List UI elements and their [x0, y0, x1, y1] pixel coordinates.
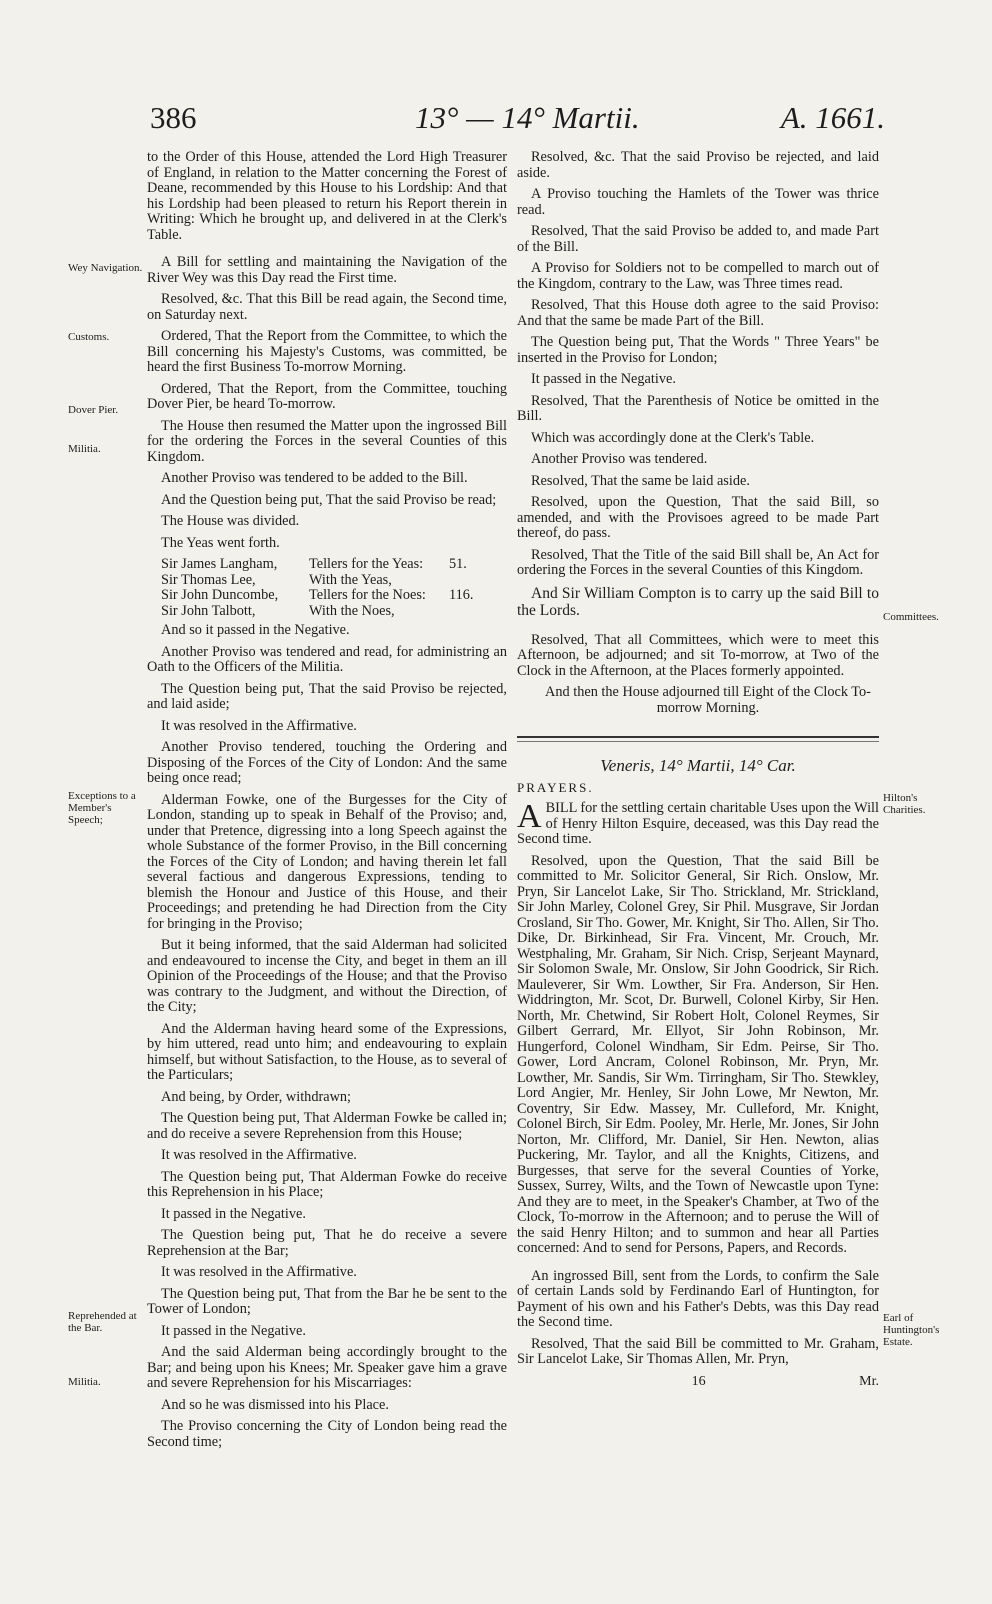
tellers-row — [161, 604, 507, 620]
paragraph-text: BILL for the settling certain charitable Uses upon the Will of Henry Hilton Esquire, deceased, was this Day read the Second time. — [517, 800, 879, 847]
page-number: 386 — [150, 100, 197, 135]
paragraph: Another Proviso tendered, touching the Ordering and Disposing of the Forces of the City of London: And the same being once read; — [147, 739, 507, 786]
paragraph: And Sir William Compton is to carry up the said Bill to the Lords. — [517, 584, 879, 619]
margin-note-dover: Dover Pier. — [68, 404, 119, 416]
right-column — [517, 150, 879, 1389]
paragraph — [517, 798, 879, 848]
division-count — [449, 573, 489, 589]
margin-note-huntingdon: Earl of Huntington's Estate. — [883, 1312, 940, 1348]
teller-name: Sir John Talbott, — [161, 602, 256, 619]
paragraph: The House then resumed the Matter upon the ingrossed Bill for the ordering the Forces in the several Counties of this Kingdom. — [147, 417, 507, 465]
margin-note-wey: Wey Navigation. — [68, 262, 143, 274]
page-header — [150, 100, 885, 146]
tellers-row — [161, 557, 507, 573]
paragraph: And being, by Order, withdrawn; — [161, 1088, 352, 1105]
section-divider — [517, 736, 879, 742]
paragraph: Resolved, upon the Question, That the said Bill be committed to Mr. Solicitor General, Sir Rich. Onslow, Mr. Pryn, Sir Lancelot Lake, Sir Tho. Strickland, Mr. Strickland, Sir John Marley, Colonel Grey, Sir Phil. Musgrave, Sir Jordan Crosland, Sir Tho. Gower, Mr. Knight, Sir Tho. Allen, Sir Tho. Dike, Dr. Birkinhead, Sir Fra. Vincent, Mr. Crouch, Mr. Westphaling, Mr. Graham, Sir Nich. Crisp, Serjeant Maynard, Sir Solomon Swale, Mr. Onslow, Sir John Goodrick, Sir Rich. Mauleverer, Sir Wm. Lowther, Sir Fra. Anderson, Sir Hen. Widdrington, Mr. Scot, Dr. Burwell, Colonel Kirby, Sir Hen. North, Mr. Chetwind, Sir Robert Holt, Colonel Reymes, Sir Gilbert Gerrard, Mr. Ellyot, Sir John Robinson, Mr. Hungerford, Colonel Windham, Sir Edm. Peirse, Sir Tho. Gower, Lord Ancram, Colonel Robinson, Mr. Pryn, Mr. Lowther, Mr. Sandis, Sir Wm. Tirringham, Sir Tho. Stewkley, Lord Angier, Mr. Henley, Sir John Lowe, Mr Newton, Mr. Coventry, Sir Edw. Massey, Mr. Culleford, Mr. Knight, Colonel Birch, Sir Edm. Pooley, Mr. Herle, Mr. Jones, Sir John Norton, Mr. Clifford, Mr. Daniel, Sir Hen. Newton, alias Puckering, Mr. Taylor, and all the Knights, Citizens, and Burgesses, that serve for the several Counties of Yorke, Sussex, Surrey, Wilts, and the Town of Newcastle upon Tyne: And they are to meet, in the Speaker's Chamber, at Two of the Clock, To-morrow in the Afternoon; and to peruse the Will of the said Henry Hilton; and to summon and hear all Parties concerned: And to send for Persons, Papers, and Records. — [517, 852, 879, 1256]
paragraph: Which was accordingly done at the Clerk's Table. — [531, 429, 815, 446]
paragraph: Resolved, &c. That the said Proviso be rejected, and laid aside. — [517, 149, 879, 181]
tellers-row — [161, 573, 507, 589]
paragraph: A Proviso for Soldiers not to be compelled to march out of the Kingdom, contrary to the Law, was Three times read. — [517, 260, 879, 292]
teller-name: Sir James Langham, — [161, 556, 278, 572]
paragraph: It was resolved in the Affirmative. — [161, 1147, 357, 1163]
paragraph: Resolved, That the same be laid aside. — [531, 472, 750, 489]
margin-note-militia-2: Militia. — [68, 1376, 101, 1388]
day-title: Veneris, 14° Martii, 14° Car. — [600, 756, 796, 775]
teller-role: With the Yeas, — [309, 571, 392, 588]
paragraph: It passed in the Negative. — [531, 371, 676, 387]
paragraph: Ordered, That the Report from the Committee, to which the Bill concerning his Majesty's Customs, was committed, be heard the first Business To-morrow Morning. — [147, 328, 507, 375]
paragraph: It was resolved in the Affirmative. — [161, 717, 357, 734]
paragraph: It was resolved in the Affirmative. — [161, 1264, 357, 1280]
division-count — [449, 604, 489, 620]
margin-note-committees: Committees. — [883, 611, 939, 623]
paragraph: The House was divided. — [161, 513, 300, 529]
paragraph: And so he was dismissed into his Place. — [161, 1396, 389, 1413]
drop-cap: A — [517, 798, 542, 835]
paragraph: Resolved, That the said Bill be committed to Mr. Graham, Sir Lancelot Lake, Sir Thomas Allen, Mr. Pryn, — [517, 1335, 879, 1367]
paragraph: Resolved, That the said Proviso be added to, and made Part of the Bill. — [517, 223, 879, 255]
running-date: 13° — 14° Martii. — [415, 100, 640, 135]
catchword: Mr. — [859, 1373, 879, 1389]
paragraph: And the Alderman having heard some of the Expressions, by him uttered, read unto him; and endeavouring to explain himself, but without Satisfaction, to the House, as to several of the Particulars; — [147, 1020, 507, 1083]
tellers-table — [161, 557, 507, 619]
paragraph: Resolved, &c. That this Bill be read again, the Second time, on Saturday next. — [147, 291, 507, 323]
paragraph: The Yeas went forth. — [161, 534, 280, 551]
teller-name: Sir Thomas Lee, — [161, 571, 256, 588]
paragraph: The Question being put, That from the Bar he be sent to the Tower of London; — [147, 1285, 507, 1317]
paragraph: Resolved, That the Title of the said Bill shall be, An Act for ordering the Forces in the several Counties of this Kingdom. — [517, 546, 879, 578]
teller-role: Tellers for the Yeas: — [309, 556, 424, 572]
paragraph: And so it passed in the Negative. — [161, 622, 350, 638]
adjournment-note: And then the House adjourned till Eight of the Clock To-morrow Morning. — [545, 684, 871, 716]
tellers-row — [161, 588, 507, 604]
signature-mark: 16 — [691, 1373, 706, 1389]
paragraph: Another Proviso was tendered and read, for administring an Oath to the Officers of the Militia. — [147, 643, 507, 675]
left-column — [147, 150, 507, 1456]
paragraph: A Bill for settling and maintaining the Navigation of the River Wey was this Day read the First time. — [147, 254, 507, 286]
prayers-heading: PRAYERS. — [517, 779, 594, 795]
paragraph: The Question being put, That Alderman Fowke do receive this Reprehension in his Place; — [147, 1168, 507, 1200]
margin-note-hilton: Hilton's Charities. — [883, 792, 926, 816]
paragraph: And the said Alderman being accordingly brought to the Bar; and being upon his Knees; Mr. Speaker gave him a grave and severe Reprehension for his Miscarriages: — [147, 1344, 507, 1391]
margin-note-customs: Customs. — [68, 331, 110, 343]
paragraph: And the Question being put, That the said Proviso be read; — [161, 491, 497, 508]
paragraph: Another Proviso was tendered. — [531, 451, 708, 467]
teller-role: With the Noes, — [309, 602, 395, 619]
paragraph: to the Order of this House, attended the Lord High Treasurer of England, in relation to the Matter concerning the Forest of Deane, recommended by this House to his Lordship: And that his Lordship had been pleased to return his Report therein in Writing: Which he brought up, and delivered in at the Clerk's Table. — [147, 149, 507, 243]
paragraph: It passed in the Negative. — [161, 1322, 306, 1339]
page-footer — [517, 1374, 879, 1390]
paragraph: Alderman Fowke, one of the Burgesses for the City of London, standing up to speak in Behalf of the Proviso; and, under that Pretence, digressing into a long Speech against the whole Substance of the former Proviso, in the Bill concerning the Forces of the City of London; and having therein let fall several factious and dangerous Expressions, tending to blemish the Honour and Justice of this House, and their Proceedings; and pretending he had Direction from the City for bringing in the Proviso; — [147, 791, 507, 932]
division-count: 51. — [449, 556, 467, 572]
paragraph: The Question being put, That the said Proviso be rejected, and laid aside; — [147, 680, 507, 712]
paragraph: Resolved, That the Parenthesis of Notice be omitted in the Bill. — [517, 392, 879, 424]
margin-note-exceptions: Exceptions to a Member's Speech; — [68, 790, 136, 826]
paragraph: But it being informed, that the said Alderman had solicited and endeavoured to incense the City, and beget in them an ill Opinion of the Proceedings of the House; and that the Proviso was contrary to the Judgment, and without the Direction, of the City; — [147, 937, 507, 1015]
paragraph: Resolved, That all Committees, which were to meet this Afternoon, be adjourned; and sit To-morrow, at Two of the Clock in the Afternoon, at the Places formerly appointed. — [517, 631, 879, 679]
teller-name: Sir John Duncombe, — [161, 587, 279, 603]
paragraph: Another Proviso was tendered to be added to the Bill. — [161, 470, 468, 486]
paragraph: An ingrossed Bill, sent from the Lords, to confirm the Sale of certain Lands sold by Ferdinando Earl of Huntington, for Payment of his own and his Father's Debts, was this Day read the Second time. — [517, 1267, 879, 1330]
paragraph: The Question being put, That he do receive a severe Reprehension at the Bar; — [147, 1227, 507, 1259]
margin-note-reprehended: Reprehended at the Bar. — [68, 1310, 137, 1334]
paragraph: It passed in the Negative. — [161, 1205, 306, 1222]
paragraph: A Proviso touching the Hamlets of the Tower was thrice read. — [517, 186, 879, 218]
paragraph: Resolved, upon the Question, That the said Bill, so amended, and with the Provisoes agreed to be made Part thereof, do pass. — [517, 494, 879, 541]
paragraph: The Question being put, That Alderman Fowke be called in; and do receive a severe Reprehension from this House; — [147, 1110, 507, 1142]
paragraph: Ordered, That the Report, from the Committee, touching Dover Pier, be heard To-morrow. — [147, 380, 507, 412]
teller-role: Tellers for the Noes: — [309, 587, 426, 603]
paragraph: The Proviso concerning the City of London being read the Second time; — [147, 1418, 507, 1450]
running-year: A. 1661. — [780, 100, 885, 135]
paragraph: Resolved, That this House doth agree to the said Proviso: And that the same be made Part of the Bill. — [517, 297, 879, 329]
paragraph: The Question being put, That the Words " Three Years" be inserted in the Proviso for London; — [517, 334, 879, 366]
division-count: 116. — [449, 587, 474, 603]
margin-note-militia: Militia. — [68, 443, 101, 455]
